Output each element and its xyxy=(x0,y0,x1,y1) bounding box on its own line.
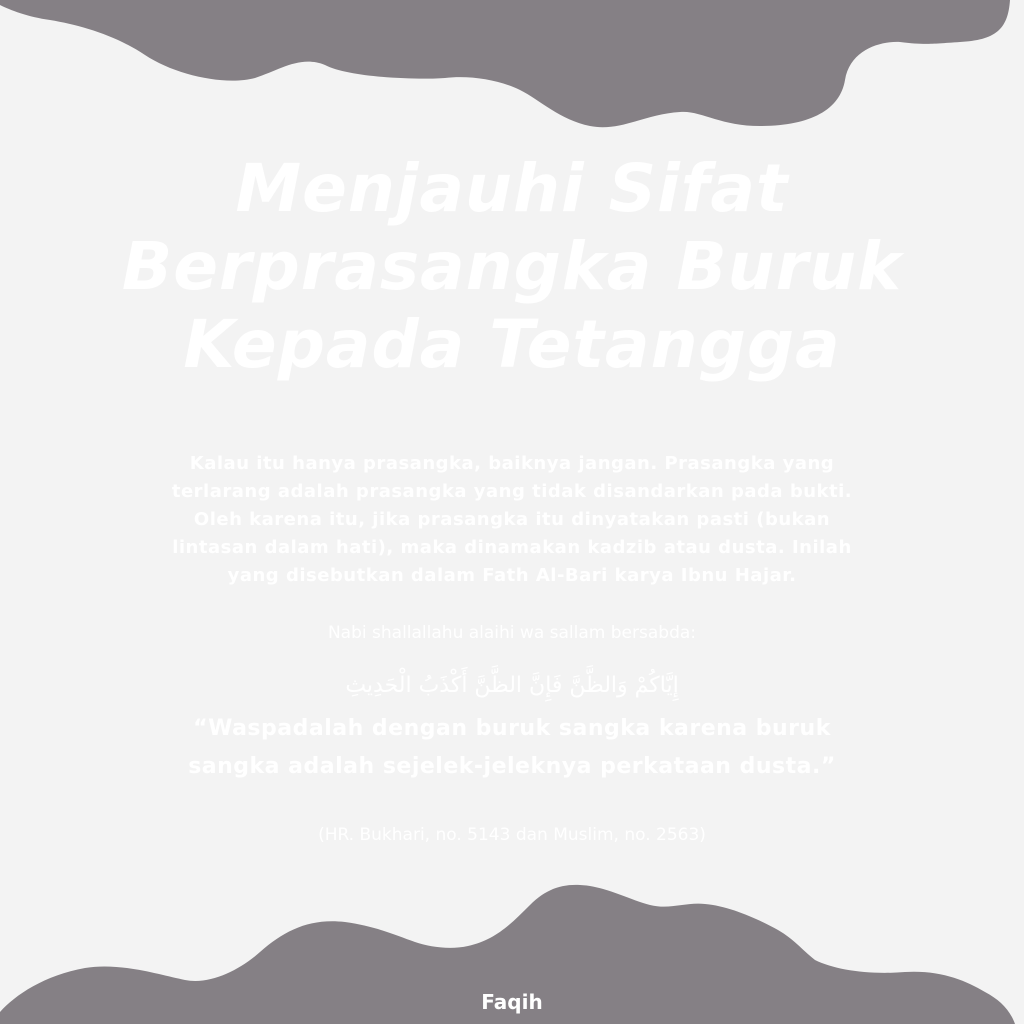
title-line-1: Menjauhi Sifat xyxy=(235,150,789,227)
body-line-3: Oleh karena itu, jika prasangka itu dinyatakan pasti (bukan xyxy=(193,509,831,530)
title-line-3: Kepada Tetangga xyxy=(183,306,841,383)
hadith-citation: (HR. Bukhari, no. 5143 dan Muslim, no. 2563) xyxy=(318,825,706,845)
body-line-5: yang disebutkan dalam Fath Al-Bari karya Ibnu Hajar. xyxy=(227,565,797,586)
body-line-4: lintasan dalam hati), maka dinamakan kadzib atau dusta. Inilah xyxy=(172,537,852,558)
body-paragraph xyxy=(132,450,892,590)
body-line-2: terlarang adalah prasangka yang tidak disandarkan pada bukti. xyxy=(171,481,853,502)
arabic-hadith: إِيَّاكُمْ وَالظَّنَّ فَإِنَّ الظَّنَّ أَكْذَبُ الْحَدِيثِ xyxy=(345,673,679,698)
title-line-2: Berprasangka Buruk xyxy=(121,228,903,305)
quote-line-1: “Waspadalah dengan buruk sangka karena buruk xyxy=(193,716,831,741)
body-line-1: Kalau itu hanya prasangka, baiknya jangan. Prasangka yang xyxy=(189,453,835,474)
top-cloud-fill xyxy=(0,0,1010,127)
author-name: Faqih xyxy=(481,990,543,1014)
top-cloud-shape xyxy=(0,0,1024,140)
quote-line-2: sangka adalah sejelek-jeleknya perkataan dusta.” xyxy=(188,754,836,779)
page-title xyxy=(112,150,912,384)
hadith-intro: Nabi shallallahu alaihi wa sallam bersabda: xyxy=(327,623,697,643)
hadith-translation xyxy=(122,710,902,786)
